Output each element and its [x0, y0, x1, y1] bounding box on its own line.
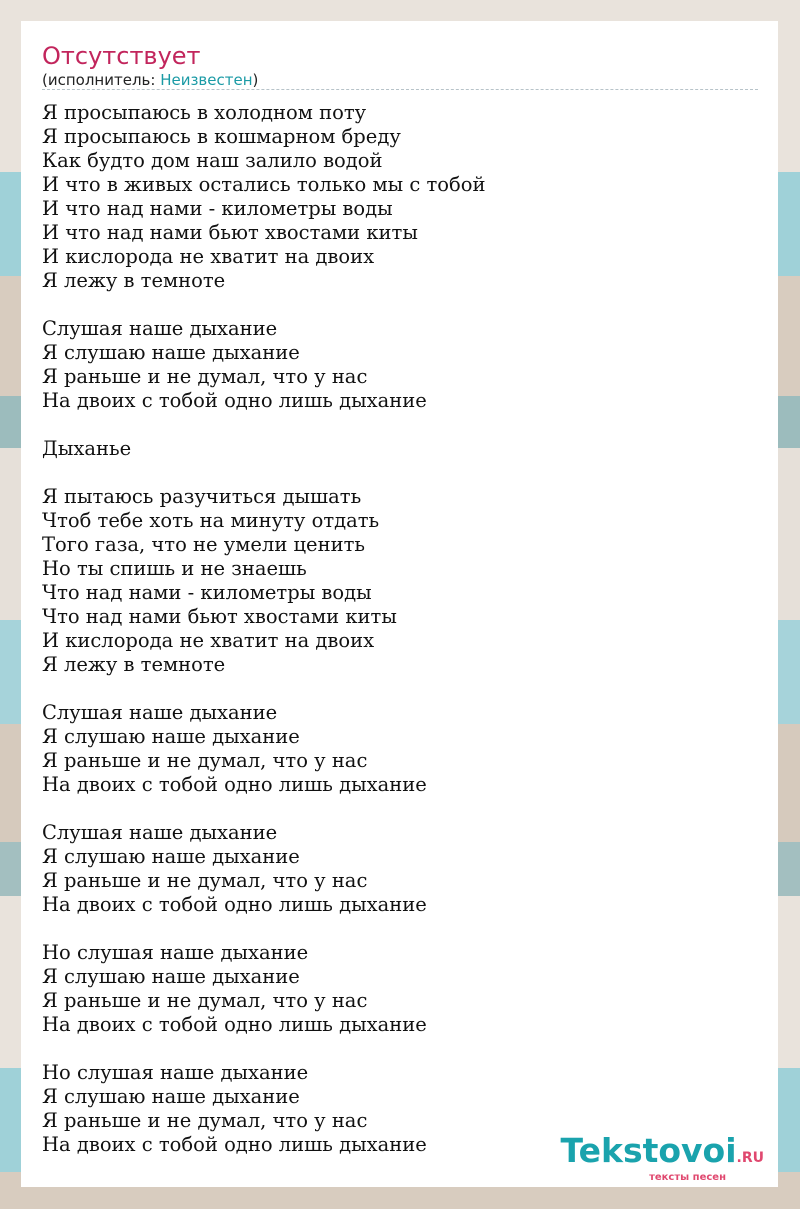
artist-suffix: ) [252, 71, 259, 89]
lyrics-text: Я просыпаюсь в холодном поту Я просыпаюсь в кошмарном бреду Как будто дом наш залило водой И что в живых остались только мы с тобой И что над нами - километры воды И что над нами бьют хвостами киты И кислорода не хватит на двоих Я лежу в темноте Слушая наше дыхание Я слушаю наше дыхание Я раньше и не думал, что у нас На двоих с тобой одно лишь дыхание Дыханье Я пытаюсь разучиться дышать Чтоб тебе хоть на минуту отдать Того газа, что не умели ценить Но ты спишь и не знаешь Что над нами - километры воды Что над нами бьют хвостами киты И кислорода не хватит на двоих Я лежу в темноте Слушая наше дыхание Я слушаю наше дыхание Я раньше и не думал, что у нас На двоих с тобой одно лишь дыхание Слушая наше дыхание Я слушаю наше дыхание Я раньше и не думал, что у нас На двоих с тобой одно лишь дыхание Но слушая наше дыхание Я слушаю наше дыхание Я раньше и не думал, что у нас На двоих с тобой одно лишь дыхание Но слушая наше дыхание Я слушаю наше дыхание Я раньше и не думал, что у нас На двоих с тобой одно лишь дыхание [42, 101, 486, 1156]
logo-tld: .RU [736, 1150, 764, 1166]
logo-main-text: Tekstovoi [560, 1131, 737, 1170]
artist-prefix: (исполнитель: [42, 71, 161, 89]
logo-tagline: тексты песен [649, 1172, 726, 1183]
site-logo[interactable] [544, 1133, 764, 1183]
title-divider [42, 89, 758, 90]
logo-wordmark [544, 1133, 764, 1176]
artist-link[interactable]: Неизвестен [160, 71, 253, 89]
artist-line [42, 71, 258, 89]
song-title: Отсутствует [42, 42, 201, 70]
lyrics-card [21, 21, 778, 1187]
